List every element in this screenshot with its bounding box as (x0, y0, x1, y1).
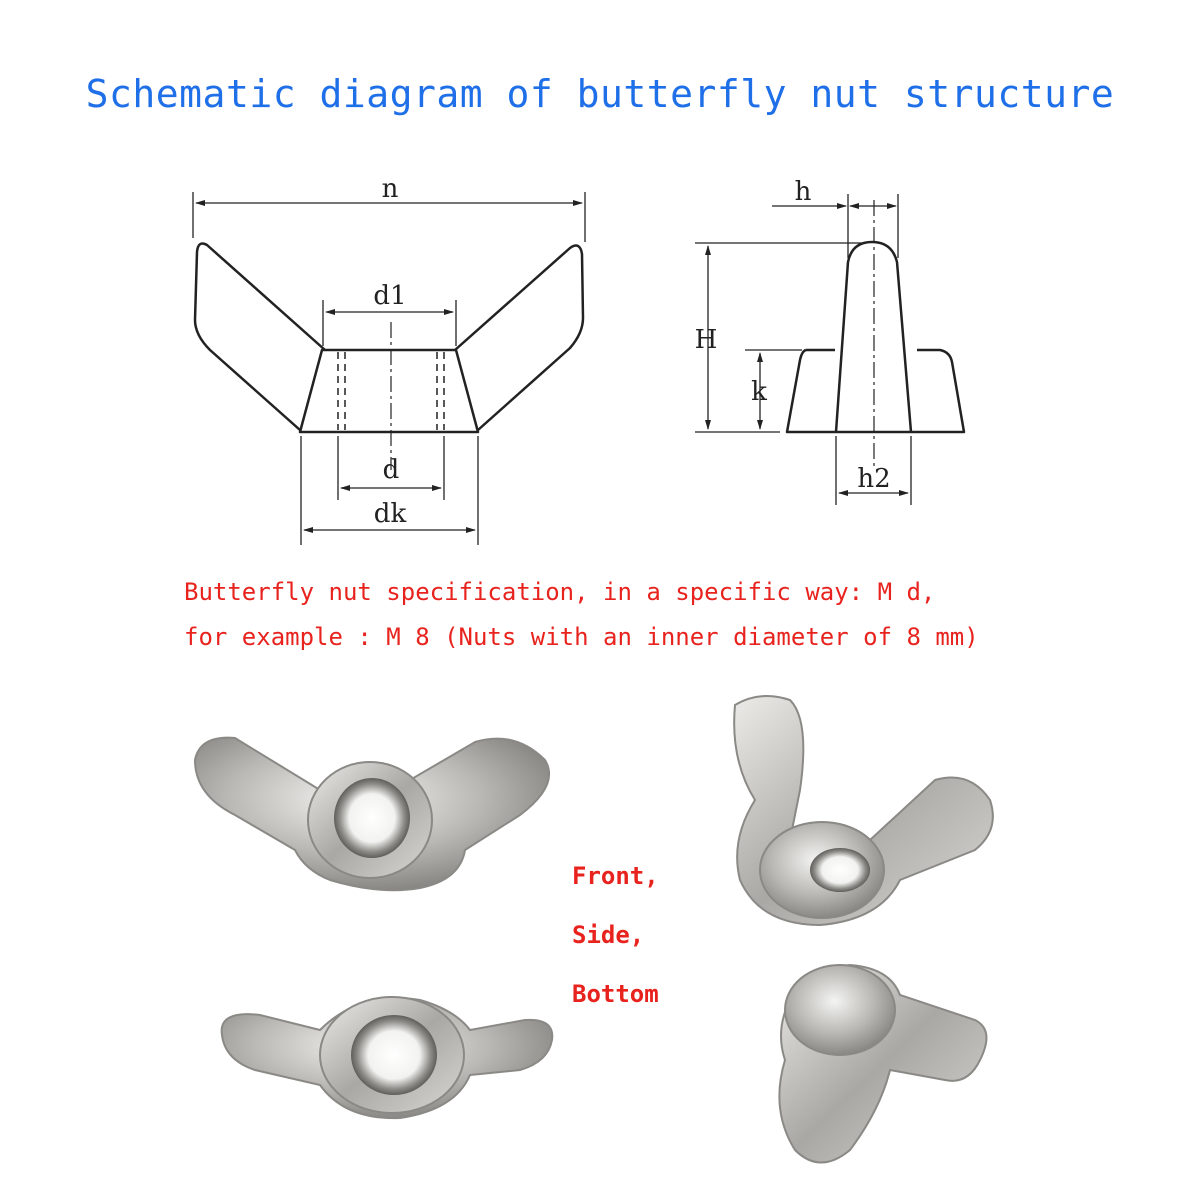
photo-front-nut (195, 738, 549, 891)
photo-angled-nut (779, 965, 986, 1163)
side-view-dimensions (695, 194, 911, 505)
page-title: Schematic diagram of butterfly nut structure (85, 72, 1115, 116)
view-label-side: Side, (572, 921, 645, 949)
dim-d1-label: d1 (373, 281, 407, 311)
dim-h2-label: h2 (857, 464, 891, 494)
view-label-bottom: Bottom (572, 980, 659, 1008)
spec-line-2: for example : M 8 (Nuts with an inner diameter of 8 mm) (184, 623, 979, 651)
view-label-front: Front, (572, 862, 659, 890)
photo-bottom-nut (222, 997, 553, 1118)
photo-side-nut (734, 696, 993, 925)
dim-H-label: H (694, 325, 718, 355)
dim-d-label: d (382, 455, 400, 485)
side-view-drawing (787, 242, 964, 432)
dim-h-label: h (794, 177, 812, 207)
dim-k-label: k (751, 377, 767, 407)
front-view-drawing (195, 244, 583, 432)
dim-dk-label: dk (373, 499, 407, 529)
front-view-dimensions (193, 192, 585, 545)
dim-n-label: n (381, 174, 399, 204)
spec-line-1: Butterfly nut specification, in a specific way: M d, (184, 578, 936, 606)
